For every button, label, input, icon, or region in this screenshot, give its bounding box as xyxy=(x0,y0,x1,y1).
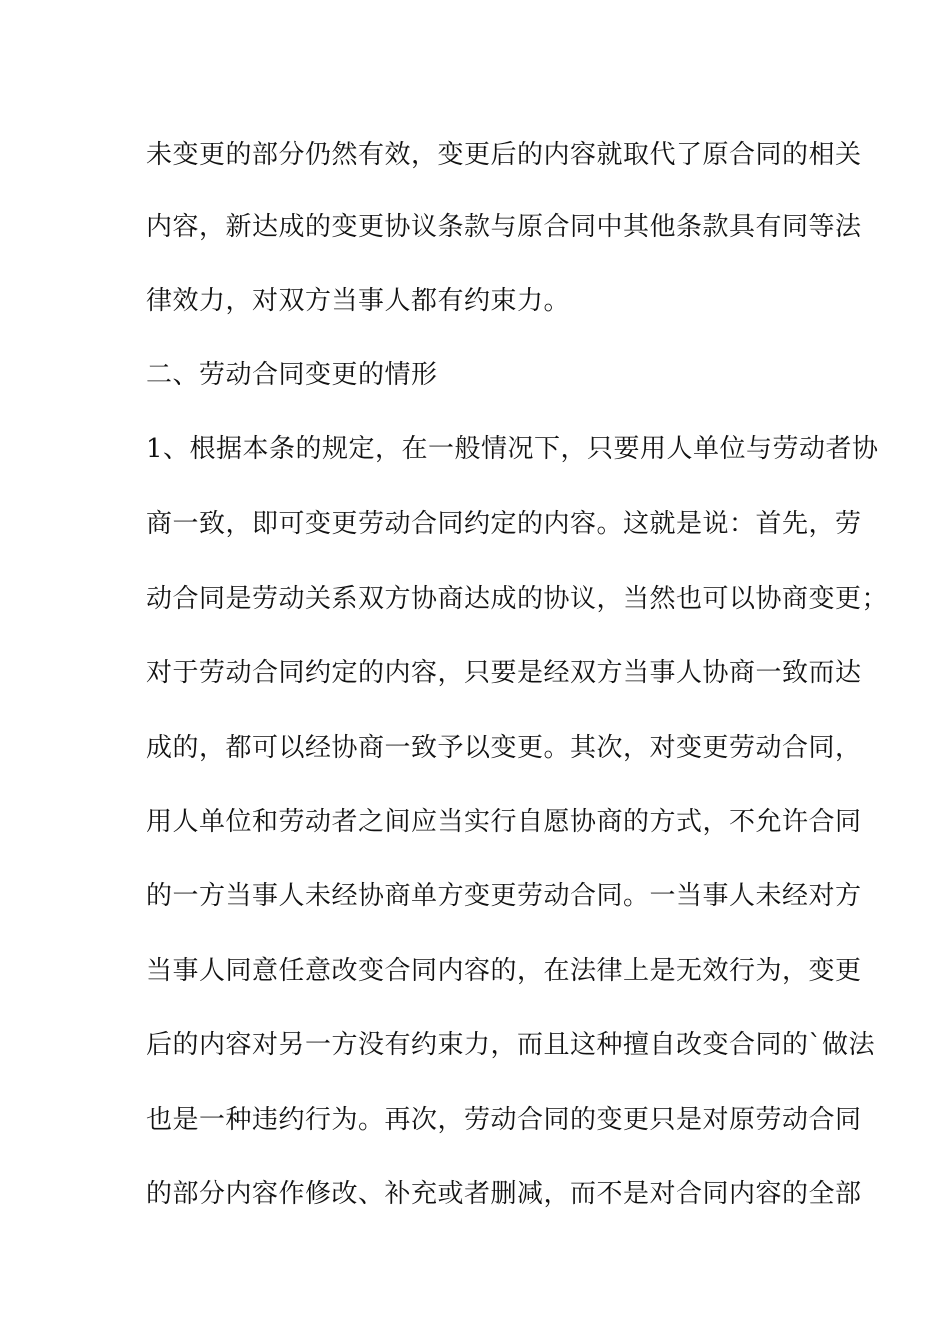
text-line: 后的内容对另一方没有约束力，而且这种擅自改变合同的`做法 xyxy=(146,1030,876,1060)
text-line: 当事人同意任意改变合同内容的，在法律上是无效行为，变更 xyxy=(146,956,862,986)
text-line: 内容，新达成的变更协议条款与原合同中其他条款具有同等法 xyxy=(146,212,862,242)
text-line: 动合同是劳动关系双方协商达成的协议，当然也可以协商变更； xyxy=(146,584,889,614)
text-line: 商一致，即可变更劳动合同约定的内容。这就是说：首先，劳 xyxy=(146,509,862,539)
text-line: 的部分内容作修改、补充或者删减，而不是对合同内容的全部 xyxy=(146,1179,862,1209)
text-line: 律效力，对双方当事人都有约束力。 xyxy=(146,286,571,316)
text-line: 未变更的部分仍然有效，变更后的内容就取代了原合同的相关 xyxy=(146,140,862,170)
text-line: 1、根据本条的规定，在一般情况下，只要用人单位与劳动者协 xyxy=(146,434,879,464)
text-line: 对于劳动合同约定的内容，只要是经双方当事人协商一致而达 xyxy=(146,658,862,688)
text-line: 成的，都可以经协商一致予以变更。其次，对变更劳动合同， xyxy=(146,733,862,763)
text-line: 的一方当事人未经协商单方变更劳动合同。一当事人未经对方 xyxy=(146,881,862,911)
text-line: 也是一种违约行为。再次，劳动合同的变更只是对原劳动合同 xyxy=(146,1105,862,1135)
text-line: 用人单位和劳动者之间应当实行自愿协商的方式，不允许合同 xyxy=(146,807,862,837)
section-heading: 二、劳动合同变更的情形 xyxy=(146,360,438,390)
